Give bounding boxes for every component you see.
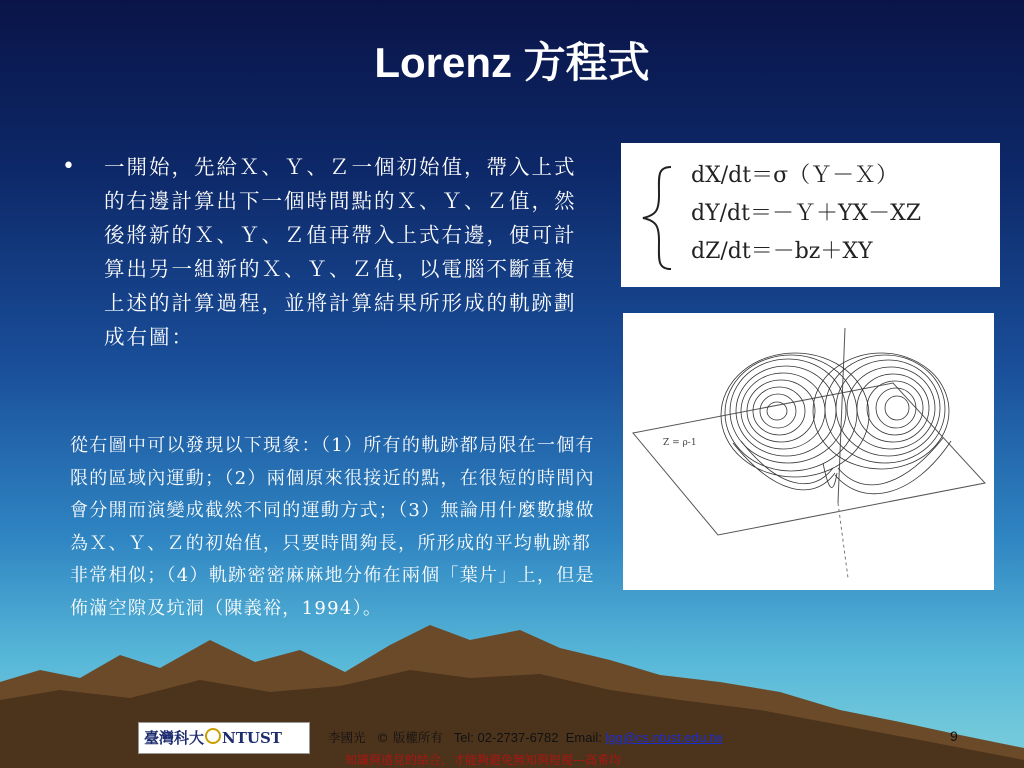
equation-dx: dX/dt＝σ（Ｙ－Ｘ）	[691, 163, 899, 188]
logo-text-en: NTUST	[222, 729, 282, 747]
bullet-dot-icon: •	[62, 154, 75, 179]
equation-box	[621, 143, 1000, 287]
copyright-text: © 版權所有	[376, 730, 443, 745]
bullet-text: 一開始，先給Ｘ、Ｙ、Ｚ一個初始值，帶入上式的右邊計算出下一個時間點的Ｘ、Ｙ、Ｚ值，然後將新的Ｘ、Ｙ、Ｚ值再帶入上式右邊，便可計算出另一組新的Ｘ、Ｙ、Ｚ值，以電腦不斷重複上述的計算過程，並將計算結果所形成的軌跡劃成右圖：	[104, 155, 577, 349]
logo-text-cn: 臺灣科大	[144, 729, 205, 747]
equation-list	[691, 157, 921, 271]
equation-dz: dZ/dt＝－bz＋XY	[691, 239, 873, 264]
footer	[0, 718, 1024, 768]
brace-icon	[637, 165, 679, 271]
author-name: 李國光	[328, 730, 366, 745]
footer-credit	[328, 728, 723, 746]
tel-text: Tel: 02-2737-6782	[453, 730, 559, 745]
email-link[interactable]: lgg@cs.ntust.edu.tw	[605, 730, 723, 745]
page-number: 9	[950, 728, 958, 744]
lorenz-attractor-figure	[623, 313, 994, 590]
logo-mark-icon	[205, 728, 221, 744]
email-label: Email:	[565, 730, 602, 745]
plane-label: Z = ρ-1	[663, 438, 697, 448]
observation-paragraph: 從右圖中可以發現以下現象：（1）所有的軌跡都局限在一個有限的區域內運動；（2）兩個原來很接近的點，在很短的時間內會分開而演變成截然不同的運動方式；（3）無論用什麼數據做為Ｘ、Ｙ、Ｚ的初始值，只要時間夠長，所形成的平均軌跡都非常相似；（4）軌跡密密麻麻地分佈在兩個「葉片」上，但是佈滿空隙及坑洞（陳義裕，1994）。	[70, 435, 595, 619]
school-logo	[138, 722, 310, 754]
motto-text: 知識與遠見的結合，才能夠避免無知與短視---高希均	[345, 753, 622, 767]
attractor-drawing	[623, 313, 994, 590]
slide-title: Lorenz 方程式	[374, 39, 650, 86]
equation-dy: dY/dt＝－Ｙ＋ΥX－XZ	[691, 201, 922, 226]
